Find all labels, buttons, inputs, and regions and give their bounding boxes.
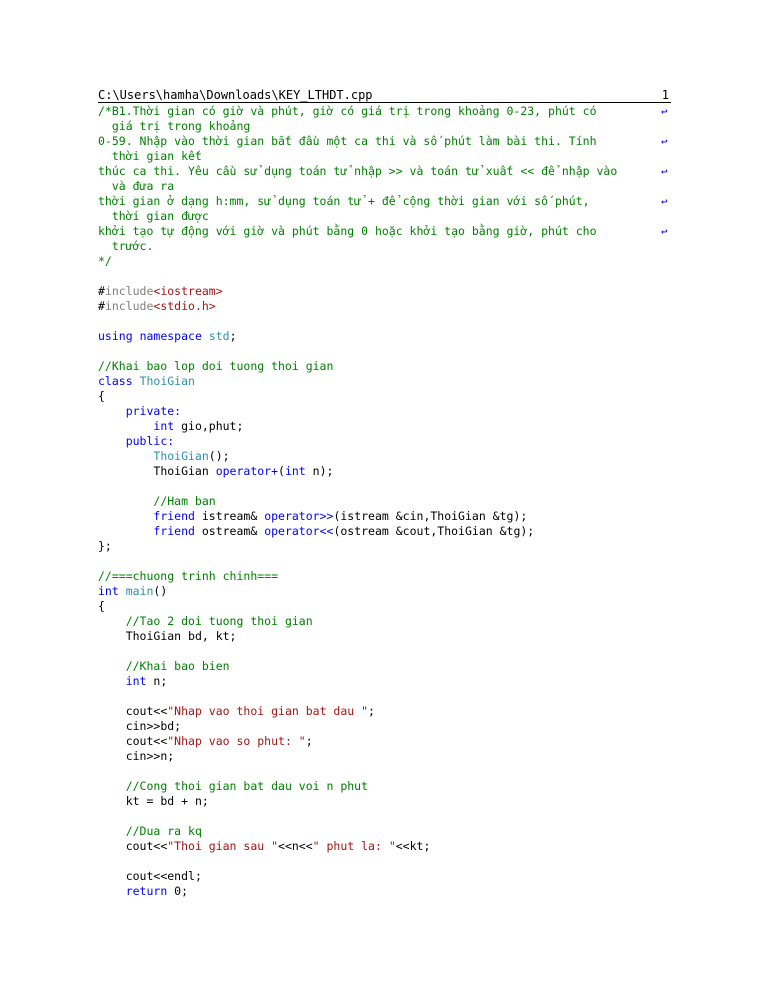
line-wrap-icon: ↩ [661,225,668,238]
comment-text: giá trị trong khoảng [98,119,251,133]
include-file: <iostream> [153,284,223,298]
code-line [98,584,658,599]
punct: ( [278,464,285,478]
code-line [98,284,658,299]
comment-text: //Khai bao lop doi tuong thoi gian [98,359,334,373]
operator-name: operator>> [264,509,334,523]
punct: { [98,599,105,613]
operator-name: operator+ [215,464,279,478]
comment-text: thúc ca thi. Yêu cầu sử dụng toán tử nhập >> và toán tử xuất << để nhập vào [98,164,618,178]
code-text: ThoiGian bd, kt; [125,629,237,643]
keyword: int [284,464,306,478]
code-line [98,164,668,179]
code-line [98,449,658,464]
code-text: ThoiGian [153,464,216,478]
comment-text: //Tao 2 doi tuong thoi gian [125,614,313,628]
keyword: using [98,329,133,343]
code-line [98,194,668,209]
code-line [98,734,658,749]
constructor-name: ThoiGian [153,449,209,463]
code-text: cin>>n; [125,749,175,763]
code-text: n); [305,464,334,478]
code-line [98,404,658,419]
string-literal: "Nhap vao so phut: " [167,734,306,748]
keyword: int [98,584,119,598]
comment-text: thời gian được [98,209,209,223]
code-text: cout<< [125,734,168,748]
punct: () [153,584,168,598]
comment-text: //Cong thoi gian bat dau voi n phut [125,779,369,793]
comment-text: //===chuong trinh chinh=== [98,569,279,583]
code-listing [98,104,668,899]
blank-line [98,854,658,869]
code-line [98,224,668,239]
code-line [98,524,658,539]
blank-line [98,764,658,779]
code-line [98,149,658,164]
code-line [98,374,658,389]
code-line [98,629,658,644]
code-line [98,794,658,809]
code-line [98,749,658,764]
code-line [98,779,658,794]
line-wrap-icon: ↩ [661,195,668,208]
function-name: main [125,584,154,598]
code-line [98,539,658,554]
comment-text: khởi tạo tự động với giờ và phút bằng 0 hoặc khởi tạo bằng giờ, phút cho [98,224,597,238]
code-text: cout<<endl; [125,869,202,883]
code-line [98,134,668,149]
blank-line [98,644,658,659]
code-line [98,599,658,614]
line-wrap-icon: ↩ [661,135,668,148]
code-text: 0; [167,884,189,898]
blank-line [98,809,658,824]
code-line [98,419,658,434]
code-line [98,509,658,524]
code-line [98,119,658,134]
code-text: cout<< [125,704,168,718]
comment-text: //Khai bao bien [125,659,230,673]
namespace-name: std [208,329,230,343]
code-line [98,824,658,839]
keyword: return [125,884,168,898]
code-text: (istream &cin,ThoiGian &tg); [333,509,528,523]
code-line [98,209,658,224]
comment-text: thời gian kết [98,149,202,163]
code-text: cout<< [125,839,168,853]
page-number: 1 [661,88,669,102]
keyword: friend [153,509,195,523]
page-header [98,88,671,103]
preprocessor: include [104,284,154,298]
keyword: class [98,374,133,388]
code-line [98,614,658,629]
code-line [98,434,658,449]
keyword: private: [125,404,182,418]
comment-text: /*B1.Thời gian có giờ và phút, giờ có giá trị trong khoảng 0-23, phút có [98,104,597,118]
code-line [98,179,658,194]
punct: ; [305,734,313,748]
blank-line [98,269,658,284]
hash: # [98,284,105,298]
code-text: ostream& [194,524,265,538]
comment-text: trước. [98,239,154,253]
code-line [98,239,658,254]
keyword: friend [153,524,195,538]
code-text: <<kt; [395,839,431,853]
string-literal: " phut la: " [312,839,396,853]
keyword: int [125,674,147,688]
operator-name: operator<< [264,524,334,538]
code-line [98,659,658,674]
keyword: public: [125,434,175,448]
code-line [98,494,658,509]
line-wrap-icon: ↩ [661,105,668,118]
file-path: C:\Users\hamha\Downloads\KEY_LTHDT.cpp [98,88,373,102]
comment-text: */ [98,254,112,268]
code-text: <<n<< [278,839,313,853]
string-literal: "Nhap vao thoi gian bat dau " [167,704,369,718]
code-line [98,359,658,374]
line-wrap-icon: ↩ [661,165,668,178]
code-line [98,839,658,854]
hash: # [98,299,105,313]
code-line [98,884,658,899]
punct: { [98,389,105,403]
code-line [98,299,658,314]
blank-line [98,689,658,704]
code-line [98,104,668,119]
blank-line [98,344,658,359]
blank-line [98,479,658,494]
code-line [98,254,658,269]
blank-line [98,314,658,329]
code-text: gio,phut; [174,419,244,433]
comment-text: 0-59. Nhập vào thời gian bắt đầu một ca thi và số phút làm bài thi. Tính [98,134,597,148]
code-line [98,869,658,884]
blank-line [98,554,658,569]
keyword: namespace [139,329,202,343]
punct: ; [368,704,375,718]
code-line [98,389,658,404]
comment-text: thời gian ở dạng h:mm, sử dụng toán tử + để cộng thời gian với số phút, [98,194,590,208]
punct: ; [229,329,237,343]
code-line [98,719,658,734]
keyword: int [153,419,175,433]
code-text: (ostream &cout,ThoiGian &tg); [333,524,535,538]
code-text: (); [208,449,230,463]
preprocessor: include [104,299,154,313]
code-line [98,704,658,719]
code-line [98,329,658,344]
class-name: ThoiGian [139,374,195,388]
code-text: cin>>bd; [125,719,182,733]
comment-text: //Ham ban [153,494,216,508]
code-text: kt = bd + n; [125,794,209,808]
code-line [98,674,658,689]
include-file: <stdio.h> [153,299,216,313]
code-line [98,569,658,584]
punct: }; [98,539,112,553]
code-line [98,464,658,479]
comment-text: //Dua ra kq [125,824,202,838]
code-text: istream& [194,509,265,523]
string-literal: "Thoi gian sau " [167,839,279,853]
comment-text: và đưa ra [98,179,175,193]
code-text: n; [146,674,168,688]
